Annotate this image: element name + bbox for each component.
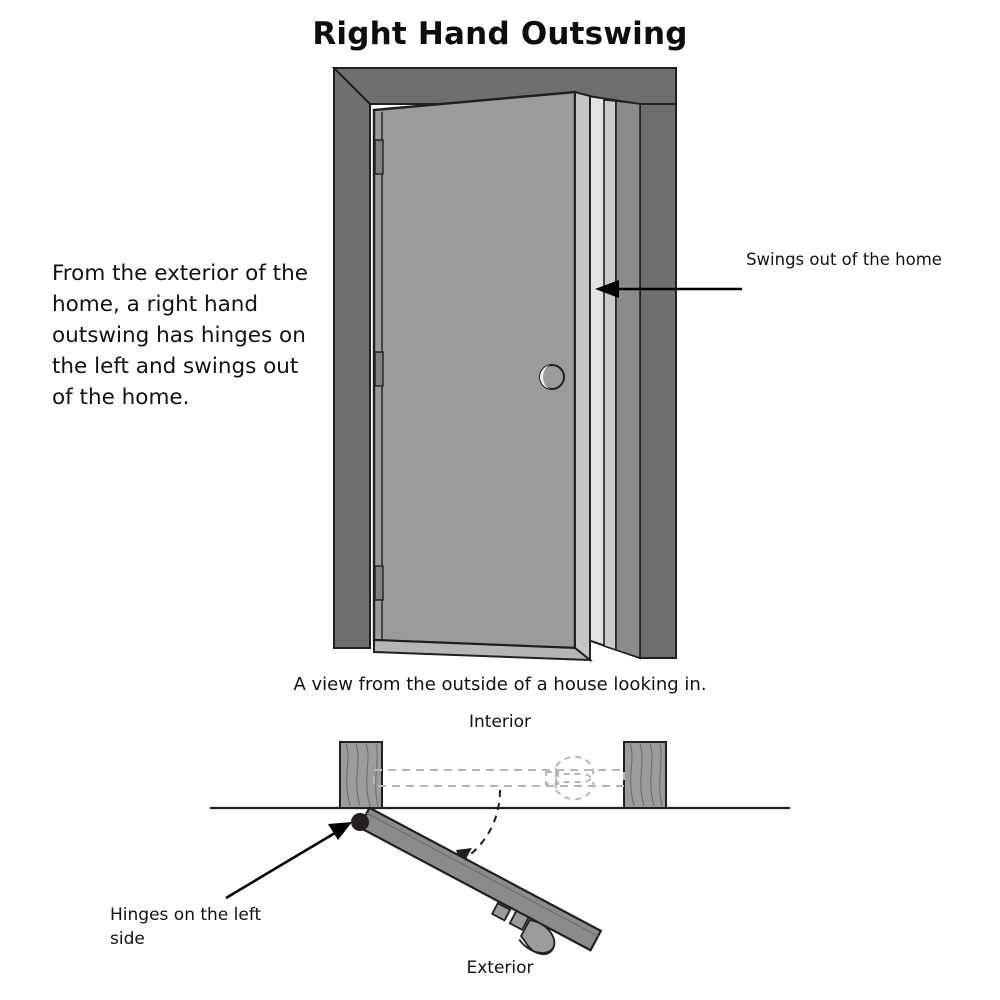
door-hinge-bottom-icon xyxy=(375,566,383,600)
callout-swings-out-label: Swings out of the home xyxy=(746,250,942,269)
door-hinge-middle-icon xyxy=(375,352,383,386)
label-exterior: Exterior xyxy=(466,958,534,978)
hinges-callout-arrow xyxy=(226,830,340,898)
perspective-door-group xyxy=(334,68,742,660)
door-jamb-inner-face xyxy=(604,100,616,650)
plan-door-leaf-open xyxy=(359,808,601,950)
hinges-callout-arrowhead xyxy=(328,822,352,840)
description-text: From the exterior of the home, a right hand outswing has hinges on the left and swings out of the home. xyxy=(52,261,308,410)
door-hinge-top-icon xyxy=(375,140,383,174)
plan-hinge-pivot-icon xyxy=(351,813,369,831)
plan-handle-ghost xyxy=(546,757,593,800)
page-title: Right Hand Outswing xyxy=(312,16,688,52)
callout-hinges-left-label: Hinges on the left side xyxy=(110,905,262,949)
plan-door-ghost-closed xyxy=(374,770,624,786)
door-leaf-edge xyxy=(575,92,590,660)
label-interior: Interior xyxy=(468,712,531,732)
plan-view-group xyxy=(210,742,790,959)
door-jamb-shadow xyxy=(616,101,640,658)
plan-swing-arc xyxy=(466,790,500,858)
caption-view-from-outside: A view from the outside of a house looking in. xyxy=(293,674,707,695)
